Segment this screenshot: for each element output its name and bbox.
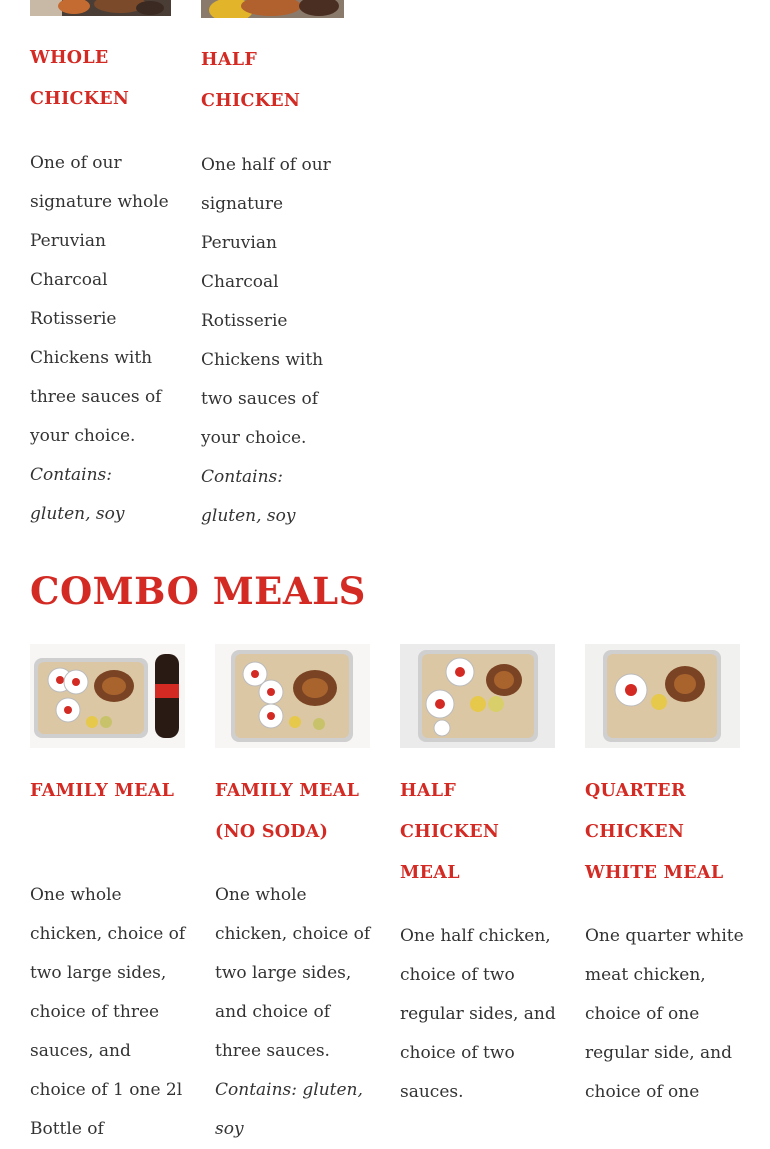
half-chicken-photo[interactable] xyxy=(201,0,344,18)
item-title[interactable]: WHOLE CHICKEN xyxy=(30,48,130,109)
item-description: One whole chicken, choice of two large sides, and choice of three sauces. xyxy=(215,885,371,1061)
menu-item-whole-chicken[interactable] xyxy=(30,0,171,540)
allergen-note: Contains: gluten, soy xyxy=(30,465,125,524)
item-description: One half of our signature Peruvian Charcoal Rotisserie Chickens with two sauces of your choice. xyxy=(201,155,331,448)
quarter-chicken-white-meal-photo[interactable] xyxy=(585,644,740,748)
menu-item-half-chicken[interactable] xyxy=(201,0,344,540)
menu-item-half-chicken-meal[interactable] xyxy=(400,644,555,1101)
allergen-note: Contains: gluten, soy xyxy=(215,1080,363,1139)
item-description: One quarter white meat chicken, choice of one regular side, and choice of one xyxy=(585,926,744,1102)
item-title[interactable]: FAMILY MEAL xyxy=(30,781,175,801)
item-description: One whole chicken, choice of two large sides, choice of three sauces, and choice of 1 one 2l Bottle of xyxy=(30,885,186,1139)
item-description: One half chicken, choice of two regular sides, and choice of two sauces. xyxy=(400,926,556,1102)
menu-item-quarter-chicken-white-meal[interactable] xyxy=(585,644,744,1102)
item-description: One of our signature whole Peruvian Charcoal Rotisserie Chickens with three sauces of your choice. xyxy=(30,153,169,446)
section-title: COMBO MEALS xyxy=(30,569,366,613)
whole-chicken-photo[interactable] xyxy=(30,0,171,16)
menu-item-family-meal-no-soda[interactable] xyxy=(215,644,371,1139)
menu-item-family-meal[interactable] xyxy=(30,644,186,1139)
half-chicken-meal-photo[interactable] xyxy=(400,644,555,748)
item-title[interactable]: QUARTER CHICKEN WHITE MEAL xyxy=(585,781,724,883)
allergen-note: Contains: gluten, soy xyxy=(201,467,296,526)
family-meal-photo[interactable] xyxy=(30,644,185,748)
item-title[interactable]: FAMILY MEAL (NO SODA) xyxy=(215,781,360,842)
family-meal-no-soda-photo[interactable] xyxy=(215,644,370,748)
item-title[interactable]: HALF CHICKEN xyxy=(201,50,301,111)
item-title[interactable]: HALF CHICKEN MEAL xyxy=(400,781,500,883)
